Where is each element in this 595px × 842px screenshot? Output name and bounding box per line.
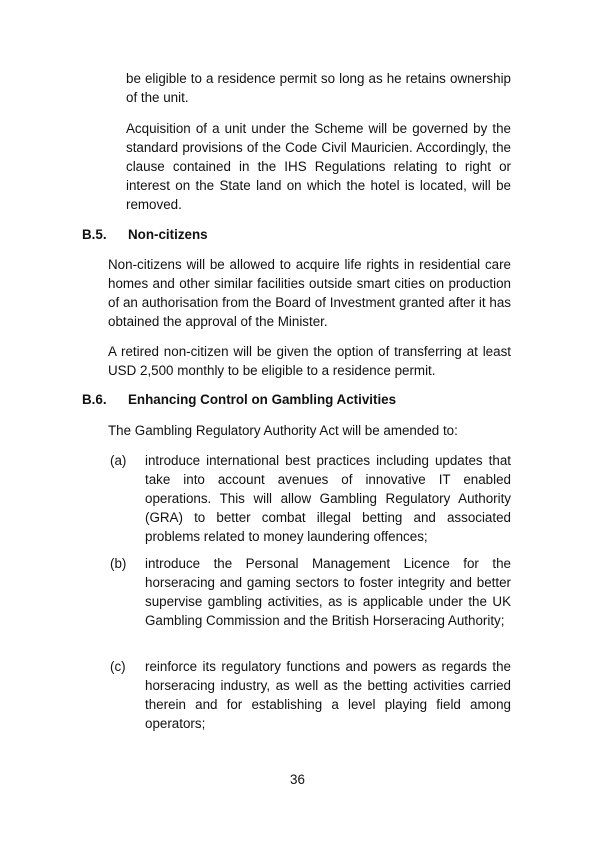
paragraph-acquisition-of-unit: Acquisition of a unit under the Scheme will be governed by the standard provisions of the Code Civil Mauricien. Accordingly, the clause contained in the IHS Regulations relating to right or interest on the State land on which the hotel is located, will be removed. xyxy=(126,121,511,212)
section-title: Enhancing Control on Gambling Activities xyxy=(128,392,397,407)
section-heading-b5 xyxy=(82,225,208,244)
paragraph-retired-non-citizen: A retired non-citizen will be given the option of transferring at least USD 2,500 monthly to be eligible to a residence permit. xyxy=(108,344,511,378)
list-marker: (b) xyxy=(110,556,127,571)
list-marker: (a) xyxy=(110,453,127,468)
section-title: Non-citizens xyxy=(128,227,208,242)
paragraph-gra-act-intro: The Gambling Regulatory Authority Act will be amended to: xyxy=(108,423,458,438)
paragraph-non-citizens-life-rights: Non-citizens will be allowed to acquire life rights in residential care homes and other similar facilities outside smart cities on production of an authorisation from the Board of Investment granted after it has obtained the approval of the Minister. xyxy=(108,257,511,329)
list-item-text: reinforce its regulatory functions and powers as regards the horseracing industry, as well as the betting activities carried therein and for establishing a level playing field among operators; xyxy=(145,659,511,731)
paragraph-residence-permit-continuation: be eligible to a residence permit so long as he retains ownership of the unit. xyxy=(126,71,511,105)
section-number: B.5. xyxy=(82,227,107,242)
list-marker: (c) xyxy=(110,659,126,674)
section-number: B.6. xyxy=(82,392,107,407)
section-heading-b6 xyxy=(82,390,396,409)
page-number: 36 xyxy=(290,772,305,787)
list-item-text: introduce international best practices including updates that take into account avenues of innovative IT enabled operations. This will allow Gambling Regulatory Authority (GRA) to better combat illegal betting and associated problems related to money laundering offences; xyxy=(145,453,511,544)
list-item-text: introduce the Personal Management Licence for the horseracing and gaming sectors to foster integrity and better supervise gambling activities, as is applicable under the UK Gambling Commission and the British Horseracing Authority; xyxy=(145,556,511,628)
